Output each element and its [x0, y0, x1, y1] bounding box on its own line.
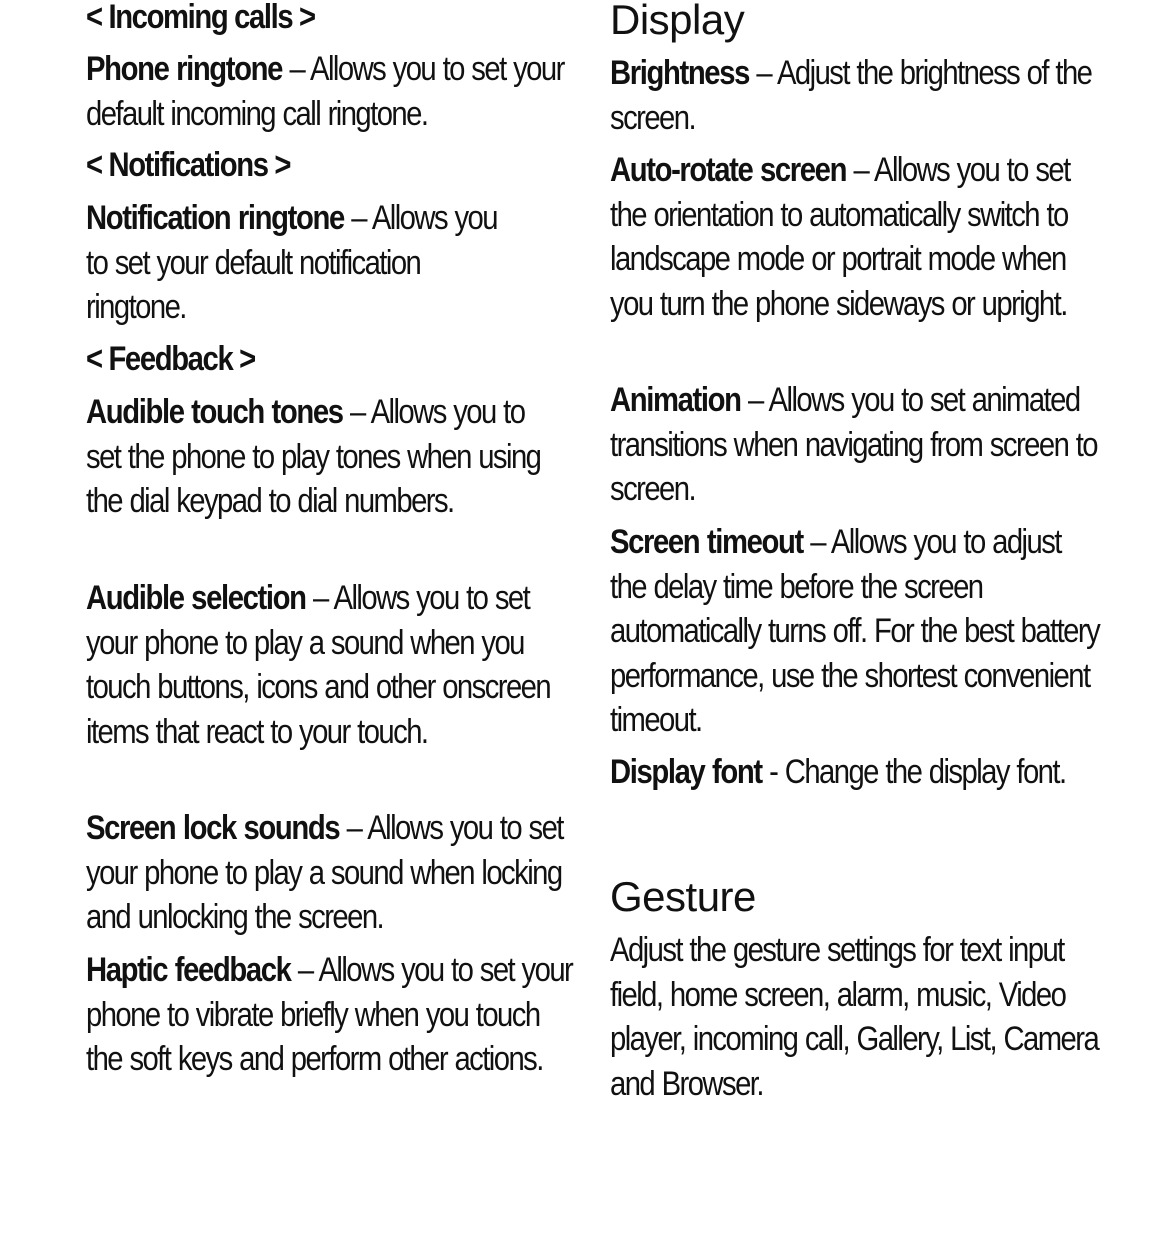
auto-rotate-separator: – [846, 151, 875, 189]
screen-timeout-description: Allows you to adjust the delay time before the screen automatically turns off. For the best battery performance, use the shortest convenient timeout. [610, 523, 1100, 739]
haptic-feedback-separator: – [290, 951, 319, 989]
brightness-separator: – [748, 54, 777, 92]
screen-timeout-entry [610, 520, 1100, 743]
notification-ringtone-term: Notification ringtone [86, 199, 344, 237]
audible-touch-tones-term: Audible touch tones [86, 393, 343, 431]
display-font-separator: - [761, 753, 785, 791]
notification-ringtone-description: Allows you to set your default notification ringtone. [86, 199, 497, 326]
screen-lock-sounds-description: Allows you to set your phone to play a sound when locking and unlocking the screen. [86, 809, 563, 936]
screen-lock-sounds-separator: – [339, 809, 368, 847]
haptic-feedback-description: Allows you to set your phone to vibrate briefly when you touch the soft keys and perform other actions. [86, 951, 573, 1078]
haptic-feedback-term: Haptic feedback [86, 951, 291, 989]
audible-selection-entry [86, 576, 576, 754]
auto-rotate-term: Auto-rotate screen [610, 151, 847, 189]
audible-selection-separator: – [305, 579, 334, 617]
screen-lock-sounds-entry [86, 806, 576, 940]
display-font-description: Change the display font. [784, 753, 1066, 791]
audible-touch-tones-separator: – [342, 393, 371, 431]
phone-ringtone-separator: – [282, 50, 311, 88]
haptic-feedback-entry [86, 948, 576, 1082]
gesture-section-title: Gesture [610, 873, 756, 920]
screen-timeout-separator: – [802, 523, 831, 561]
brightness-description: Adjust the brightness of the screen. [610, 54, 1092, 137]
animation-separator: – [740, 381, 769, 419]
phone-ringtone-term: Phone ringtone [86, 50, 283, 88]
audible-selection-description: Allows you to set your phone to play a sound when you touch buttons, icons and other onscreen items that react to your touch. [86, 579, 551, 751]
display-font-term: Display font [610, 753, 762, 791]
incoming-calls-heading: < Incoming calls > [86, 0, 315, 36]
screen-lock-sounds-term: Screen lock sounds [86, 809, 340, 847]
phone-ringtone-description: Allows you to set your default incoming call ringtone. [86, 50, 564, 133]
auto-rotate-entry [610, 148, 1100, 326]
audible-selection-term: Audible selection [86, 579, 306, 617]
audible-touch-tones-description: Allows you to set the phone to play tones when using the dial keypad to dial numbers. [86, 393, 541, 520]
display-section-title: Display [610, 0, 745, 43]
screen-timeout-term: Screen timeout [610, 523, 803, 561]
notifications-heading: < Notifications > [86, 146, 291, 184]
feedback-heading: < Feedback > [86, 340, 255, 378]
notification-ringtone-entry [86, 196, 516, 330]
brightness-term: Brightness [610, 54, 749, 92]
animation-description: Allows you to set animated transitions when navigating from screen to screen. [610, 381, 1098, 508]
gesture-description: Adjust the gesture settings for text input field, home screen, alarm, music, Video player, incoming call, Gallery, List, Camera and Browser. [610, 931, 1099, 1103]
brightness-entry [610, 51, 1100, 140]
notification-ringtone-separator: – [343, 199, 372, 237]
display-font-entry [610, 750, 1100, 795]
auto-rotate-description: Allows you to set the orientation to automatically switch to landscape mode or portrait mode when you turn the phone sideways or upright. [610, 151, 1070, 323]
phone-ringtone-entry [86, 47, 576, 136]
animation-term: Animation [610, 381, 741, 419]
animation-entry [610, 378, 1100, 512]
audible-touch-tones-entry [86, 390, 542, 524]
